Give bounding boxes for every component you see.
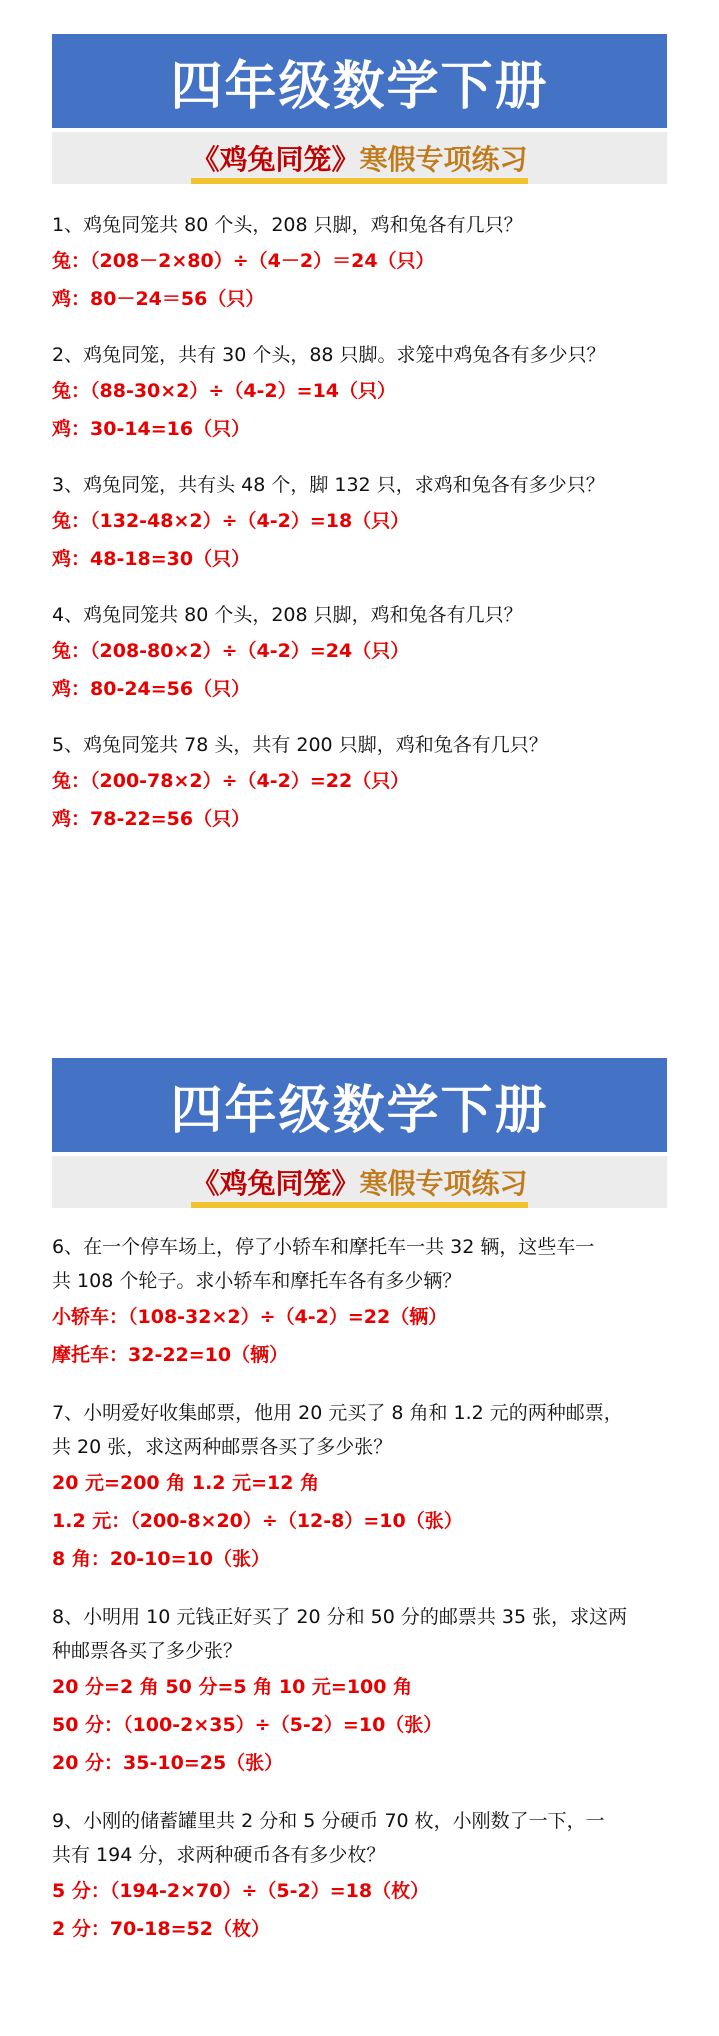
subtitle-topic: 《鸡兔同笼》 (191, 143, 360, 176)
problem-answer-line: 鸡：48-18=30（只） (52, 548, 251, 570)
section-title: 四年级数学下册 (170, 1080, 549, 1141)
problem-question-line: 2、鸡兔同笼，共有 30 个头，88 只脚。求笼中鸡兔各有多少只？ (52, 344, 606, 366)
problem-8 (52, 1600, 672, 1782)
problem-7 (52, 1396, 672, 1578)
subtitle-underline (191, 1202, 527, 1208)
subtitle-topic: 《鸡兔同笼》 (191, 1167, 360, 1200)
section-subtitle (191, 1162, 527, 1202)
problem-question-line: 4、鸡兔同笼共 80 个头，208 只脚，鸡和兔各有几只？ (52, 604, 523, 626)
problem-6 (52, 1230, 672, 1374)
problem-answer-line: 50 分：（100-2×35）÷（5-2）=10（张） (52, 1714, 443, 1736)
problem-answer-line: 鸡：30-14=16（只） (52, 418, 251, 440)
problem-question-line: 8、小明用 10 元钱正好买了 20 分和 50 分的邮票共 35 张，求这两 (52, 1606, 628, 1628)
problem-answer-line: 2 分：70-18=52（枚） (52, 1918, 270, 1940)
problem-question-line: 共 108 个轮子。求小轿车和摩托车各有多少辆？ (52, 1270, 462, 1292)
section-subtitle (191, 138, 527, 178)
problem-1 (52, 208, 672, 318)
problem-answer-line: 兔：（132-48×2）÷（4-2）=18（只） (52, 510, 410, 532)
subtitle-type: 寒假专项练习 (359, 143, 528, 176)
problem-question-line: 9、小刚的储蓄罐里共 2 分和 5 分硬币 70 枚，小刚数了一下，一 (52, 1810, 605, 1832)
problem-answer-line: 兔：（208-80×2）÷（4-2）=24（只） (52, 640, 410, 662)
problem-answer-line: 小轿车：（108-32×2）÷（4-2）=22（辆） (52, 1306, 448, 1328)
section-title-banner (52, 34, 667, 128)
problem-answer-line: 鸡：80－24＝56（只） (52, 288, 265, 310)
problem-answer-line: 摩托车：32-22=10（辆） (52, 1344, 289, 1366)
problem-answer-line: 20 分：35-10=25（张） (52, 1752, 284, 1774)
section-title: 四年级数学下册 (170, 56, 549, 117)
problem-question-line: 5、鸡兔同笼共 78 头，共有 200 只脚，鸡和兔各有几只？ (52, 734, 548, 756)
problem-question-line: 6、在一个停车场上，停了小轿车和摩托车一共 32 辆，这些车一 (52, 1236, 595, 1258)
problem-answer-line: 鸡：80-24=56（只） (52, 678, 251, 700)
problem-answer-line: 兔：（208－2×80）÷（4－2）＝24（只） (52, 250, 435, 272)
problem-9 (52, 1804, 672, 1948)
problem-question-line: 3、鸡兔同笼，共有头 48 个，脚 132 只，求鸡和兔各有多少只？ (52, 474, 605, 496)
problem-answer-line: 5 分：（194-2×70）÷（5-2）=18（枚） (52, 1880, 430, 1902)
subtitle-type: 寒假专项练习 (359, 1167, 528, 1200)
section-subtitle-bar (52, 1156, 667, 1208)
problem-question-line: 共有 194 分，求两种硬币各有多少枚？ (52, 1844, 386, 1866)
subtitle-underline (191, 178, 527, 184)
problem-4 (52, 598, 672, 708)
problem-question-line: 1、鸡兔同笼共 80 个头，208 只脚，鸡和兔各有几只？ (52, 214, 523, 236)
problem-answer-line: 鸡：78-22=56（只） (52, 808, 251, 830)
section-subtitle-bar (52, 132, 667, 184)
problem-2 (52, 338, 672, 448)
problem-answer-line: 20 分=2 角 50 分=5 角 10 元=100 角 (52, 1676, 413, 1698)
section-title-banner (52, 1058, 667, 1152)
problem-answer-line: 1.2 元：（200-8×20）÷（12-8）=10（张） (52, 1510, 463, 1532)
problem-question-line: 共 20 张，求这两种邮票各买了多少张？ (52, 1436, 393, 1458)
problem-answer-line: 8 角：20-10=10（张） (52, 1548, 270, 1570)
problem-5 (52, 728, 672, 838)
problem-answer-line: 兔：（88-30×2）÷（4-2）=14（只） (52, 380, 397, 402)
problem-question-line: 7、小明爱好收集邮票，他用 20 元买了 8 角和 1.2 元的两种邮票， (52, 1402, 623, 1424)
problem-3 (52, 468, 672, 578)
problem-answer-line: 20 元=200 角 1.2 元=12 角 (52, 1472, 320, 1494)
problem-question-line: 种邮票各买了多少张？ (52, 1640, 243, 1662)
problem-answer-line: 兔：（200-78×2）÷（4-2）=22（只） (52, 770, 410, 792)
